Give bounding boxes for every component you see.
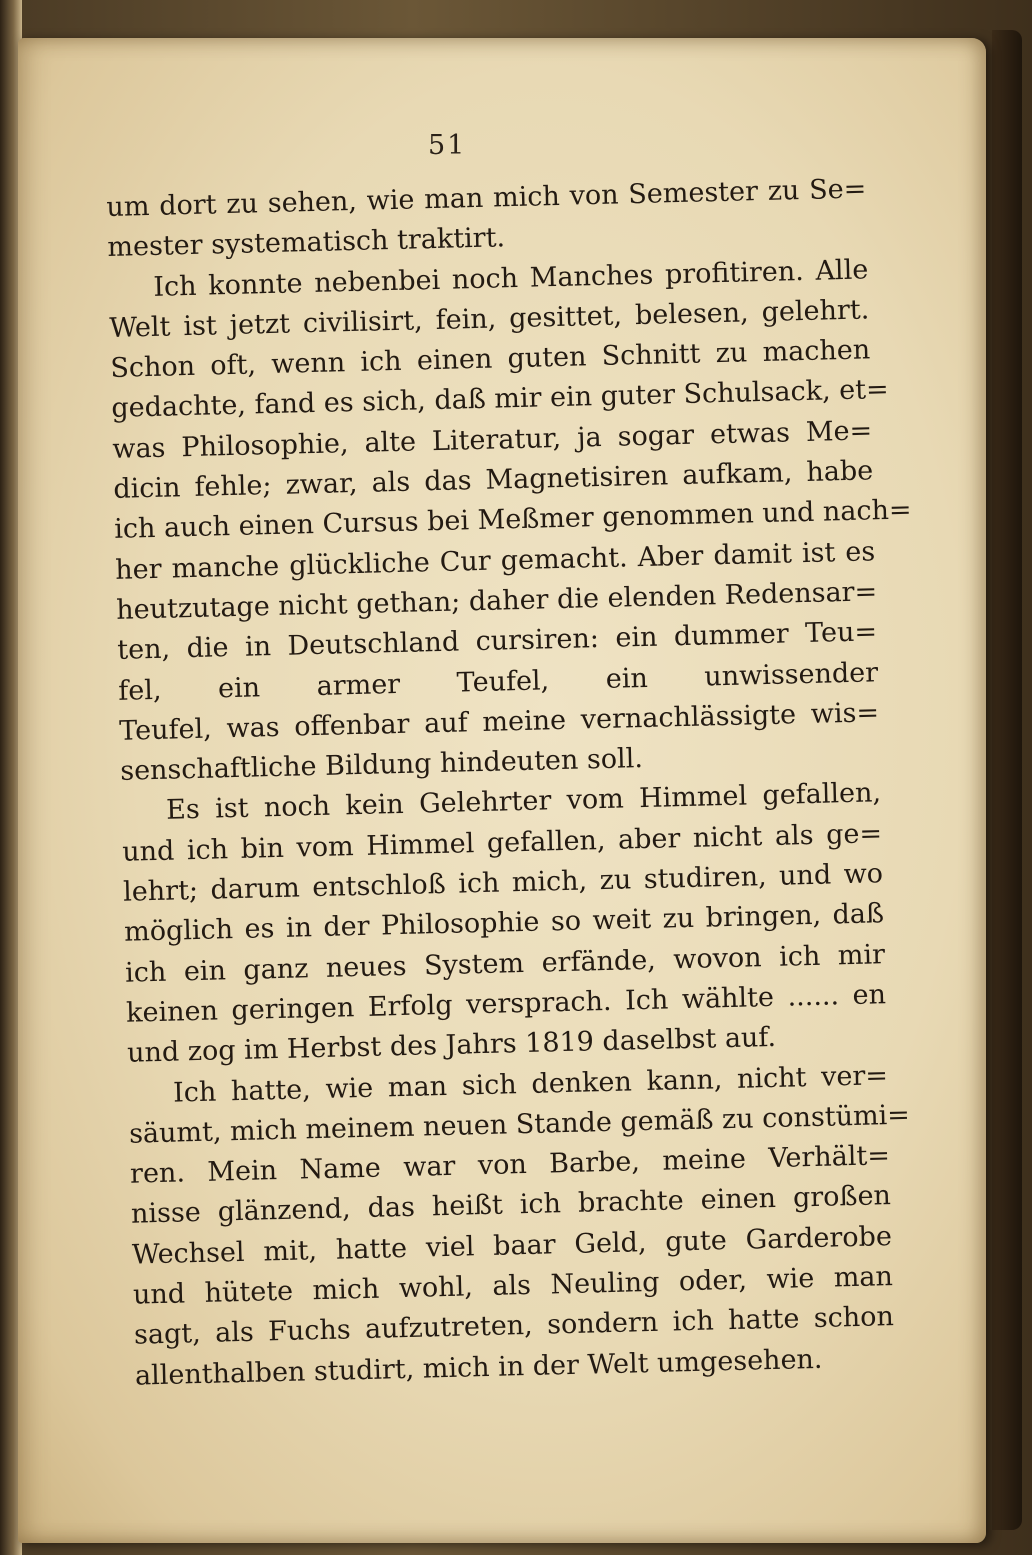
text-line: Teufel, was offenbar auf meine vernachlässigte wis= <box>118 697 880 747</box>
text-line: allenthalben studirt, mich in der Welt umgesehen. <box>134 1343 823 1392</box>
page-text <box>106 169 912 1396</box>
text-line: Ich hatte, wie man sich denken kann, nicht ver= <box>172 1059 889 1109</box>
text-line: und ich bin vom Himmel gefallen, aber nicht als ge= <box>121 817 883 868</box>
text-line: senschaftliche Bildung hindeuten soll. <box>119 743 644 787</box>
book-page <box>18 38 986 1543</box>
text-line: und zog im Herbst des Jahrs 1819 daselbst auf. <box>126 1022 777 1069</box>
text-line: heutzutage nicht gethan; daher die elenden Redensar= <box>115 576 878 626</box>
text-line: Ich konnte nebenbei noch Manches profitiren. Alle <box>153 254 869 303</box>
text-line: Wechsel mit, hatte viel baar Geld, gute Garderobe <box>131 1220 893 1271</box>
text-line: ich ein ganz neues System erfände, wovon ich mir <box>124 938 886 989</box>
text-line: Schon oft, wenn ich einen guten Schnitt zu machen <box>110 334 871 385</box>
text-line: lehrt; darum entschloß ich mich, zu studiren, und wo <box>122 858 884 908</box>
text-line: mester systematisch traktirt. <box>107 222 506 264</box>
text-line: ten, die in Deutschland cursiren: ein dummer Teu= <box>116 616 878 667</box>
text-line: sagt, als Fuchs aufzutreten, sondern ich hatte schon <box>133 1301 895 1351</box>
text-line: Welt ist jetzt civilisirt, fein, gesittet, belesen, gelehrt. <box>109 294 870 344</box>
text-line: und hütete mich wohl, als Neuling oder, wie man <box>132 1261 894 1311</box>
text-line: Es ist noch kein Gelehrter vom Himmel gefallen, <box>165 777 882 827</box>
text-line: säumt, mich meinem neuen Stande gemäß zu constümi= <box>128 1099 911 1150</box>
text-line: dicin fehle; zwar, als das Magnetisiren aufkam, habe <box>112 455 874 505</box>
text-line: ren. Mein Name war von Barbe, meine Verhält= <box>129 1140 891 1190</box>
text-line: möglich es in der Philosophie so weit zu bringen, daß <box>123 898 885 949</box>
text-line: was Philosophie, alte Literatur, ja sogar etwas Me= <box>112 415 873 465</box>
text-line: ich auch einen Cursus bei Meßmer genommen und nach= <box>113 494 912 546</box>
text-line: gedachte, fand es sich, daß mir ein guter Schulsack, et= <box>111 374 890 425</box>
text-line: um dort zu sehen, wie man mich von Semester zu Se= <box>106 173 867 223</box>
text-line: keinen geringen Erfolg versprach. Ich wählte ...... en <box>125 979 887 1029</box>
page-number: 51 <box>428 130 467 161</box>
text-line: nisse glänzend, das heißt ich brachte einen großen <box>130 1180 892 1231</box>
text-line: fel, ein armer Teufel, ein unwissender <box>117 656 879 707</box>
book-cover-edge <box>992 30 1022 1530</box>
text-line: her manche glückliche Cur gemacht. Aber damit ist es <box>114 535 876 586</box>
